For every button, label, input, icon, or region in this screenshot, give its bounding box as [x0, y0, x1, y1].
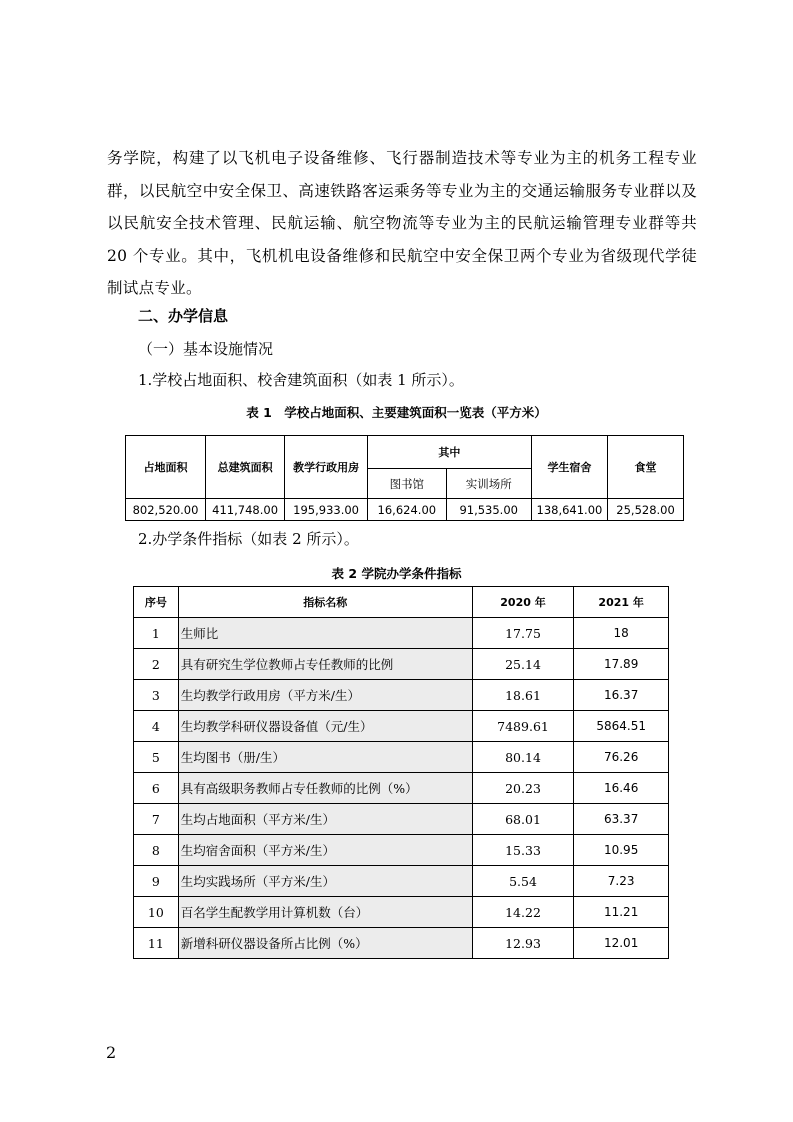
header-teaching-admin: 教学行政用房: [285, 436, 368, 499]
cell-2020: 68.01: [472, 804, 574, 835]
cell-name: 生均教学行政用房（平方米/生）: [178, 680, 472, 711]
cell-name: 具有研究生学位教师占专任教师的比例: [178, 649, 472, 680]
table-row: [134, 897, 669, 928]
cell-no: 4: [134, 711, 179, 742]
cell-no: 9: [134, 866, 179, 897]
cell-training: 91,535.00: [446, 499, 531, 521]
cell-library: 16,624.00: [368, 499, 447, 521]
cell-no: 5: [134, 742, 179, 773]
cell-no: 8: [134, 835, 179, 866]
cell-name: 生师比: [178, 618, 472, 649]
header-2021: 2021 年: [574, 587, 669, 618]
header-dorm: 学生宿舍: [531, 436, 607, 499]
table1-caption: 表 1 学校占地面积、主要建筑面积一览表（平方米）: [246, 405, 547, 420]
header-among: 其中: [368, 436, 532, 469]
header-name: 指标名称: [178, 587, 472, 618]
table-row: [134, 773, 669, 804]
cell-2020: 15.33: [472, 835, 574, 866]
header-canteen: 食堂: [608, 436, 684, 499]
cell-name: 生均图书（册/生）: [178, 742, 472, 773]
cell-2021: 11.21: [574, 897, 669, 928]
cell-name: 生均实践场所（平方米/生）: [178, 866, 472, 897]
cell-2021: 76.26: [574, 742, 669, 773]
cell-2020: 14.22: [472, 897, 574, 928]
section-heading: 二、办学信息: [138, 307, 229, 325]
table-row: [134, 680, 669, 711]
cell-name: 生均占地面积（平方米/生）: [178, 804, 472, 835]
table-row: [134, 804, 669, 835]
cell-no: 11: [134, 928, 179, 959]
cell-name: 新增科研仪器设备所占比例（%）: [178, 928, 472, 959]
cell-2020: 17.75: [472, 618, 574, 649]
cell-2021: 10.95: [574, 835, 669, 866]
item-1-text: 1.学校占地面积、校舍建筑面积（如表 1 所示）。: [138, 371, 464, 389]
paragraph-text: 务学院，构建了以飞机电子设备维修、飞行器制造技术等专业为主的机务工程专业群，以民航空中安全保卫、高速铁路客运乘务等专业为主的交通运输服务专业群以及以民航安全技术管理、民航运输、航空物流等专业为主的民航运输管理专业群等共 20 个专业。其中，飞机机电设备维修和民航空中安全保卫两个专业为省级现代学徒制试点专业。: [107, 149, 697, 297]
table-row: [134, 742, 669, 773]
cell-2021: 63.37: [574, 804, 669, 835]
cell-2021: 5864.51: [574, 711, 669, 742]
header-library: 图书馆: [368, 469, 447, 499]
cell-2021: 12.01: [574, 928, 669, 959]
cell-2020: 20.23: [472, 773, 574, 804]
cell-name: 生均教学科研仪器设备值（元/生）: [178, 711, 472, 742]
cell-no: 2: [134, 649, 179, 680]
cell-no: 7: [134, 804, 179, 835]
cell-dorm: 138,641.00: [531, 499, 607, 521]
header-training: 实训场所: [446, 469, 531, 499]
table-row: [134, 866, 669, 897]
cell-2020: 18.61: [472, 680, 574, 711]
cell-name: 百名学生配教学用计算机数（台）: [178, 897, 472, 928]
cell-no: 3: [134, 680, 179, 711]
table-row: [134, 649, 669, 680]
cell-2021: 7.23: [574, 866, 669, 897]
subsection-heading: （一）基本设施情况: [138, 340, 274, 358]
cell-no: 1: [134, 618, 179, 649]
cell-no: 10: [134, 897, 179, 928]
header-land-area: 占地面积: [126, 436, 206, 499]
cell-2021: 16.46: [574, 773, 669, 804]
cell-2021: 17.89: [574, 649, 669, 680]
cell-2020: 5.54: [472, 866, 574, 897]
table2-indicators: [133, 586, 669, 959]
cell-no: 6: [134, 773, 179, 804]
cell-2020: 25.14: [472, 649, 574, 680]
table-row: [134, 928, 669, 959]
header-2020: 2020 年: [472, 587, 574, 618]
cell-land-area: 802,520.00: [126, 499, 206, 521]
cell-total-building: 411,748.00: [206, 499, 285, 521]
cell-2020: 80.14: [472, 742, 574, 773]
table2-caption: 表 2 学院办学条件指标: [331, 566, 462, 581]
cell-name: 生均宿舍面积（平方米/生）: [178, 835, 472, 866]
table-row: [134, 711, 669, 742]
cell-2020: 12.93: [472, 928, 574, 959]
item-2-text: 2.办学条件指标（如表 2 所示）。: [138, 530, 359, 548]
page-number: 2: [106, 1043, 117, 1062]
table1-area: [125, 435, 684, 521]
cell-canteen: 25,528.00: [608, 499, 684, 521]
cell-2020: 7489.61: [472, 711, 574, 742]
cell-2021: 16.37: [574, 680, 669, 711]
cell-name: 具有高级职务教师占专任教师的比例（%）: [178, 773, 472, 804]
header-no: 序号: [134, 587, 179, 618]
cell-2021: 18: [574, 618, 669, 649]
cell-teaching-admin: 195,933.00: [285, 499, 368, 521]
table-row: [126, 499, 684, 521]
table-row: [134, 618, 669, 649]
body-paragraph: [107, 142, 697, 305]
table-row: [134, 835, 669, 866]
header-total-building: 总建筑面积: [206, 436, 285, 499]
